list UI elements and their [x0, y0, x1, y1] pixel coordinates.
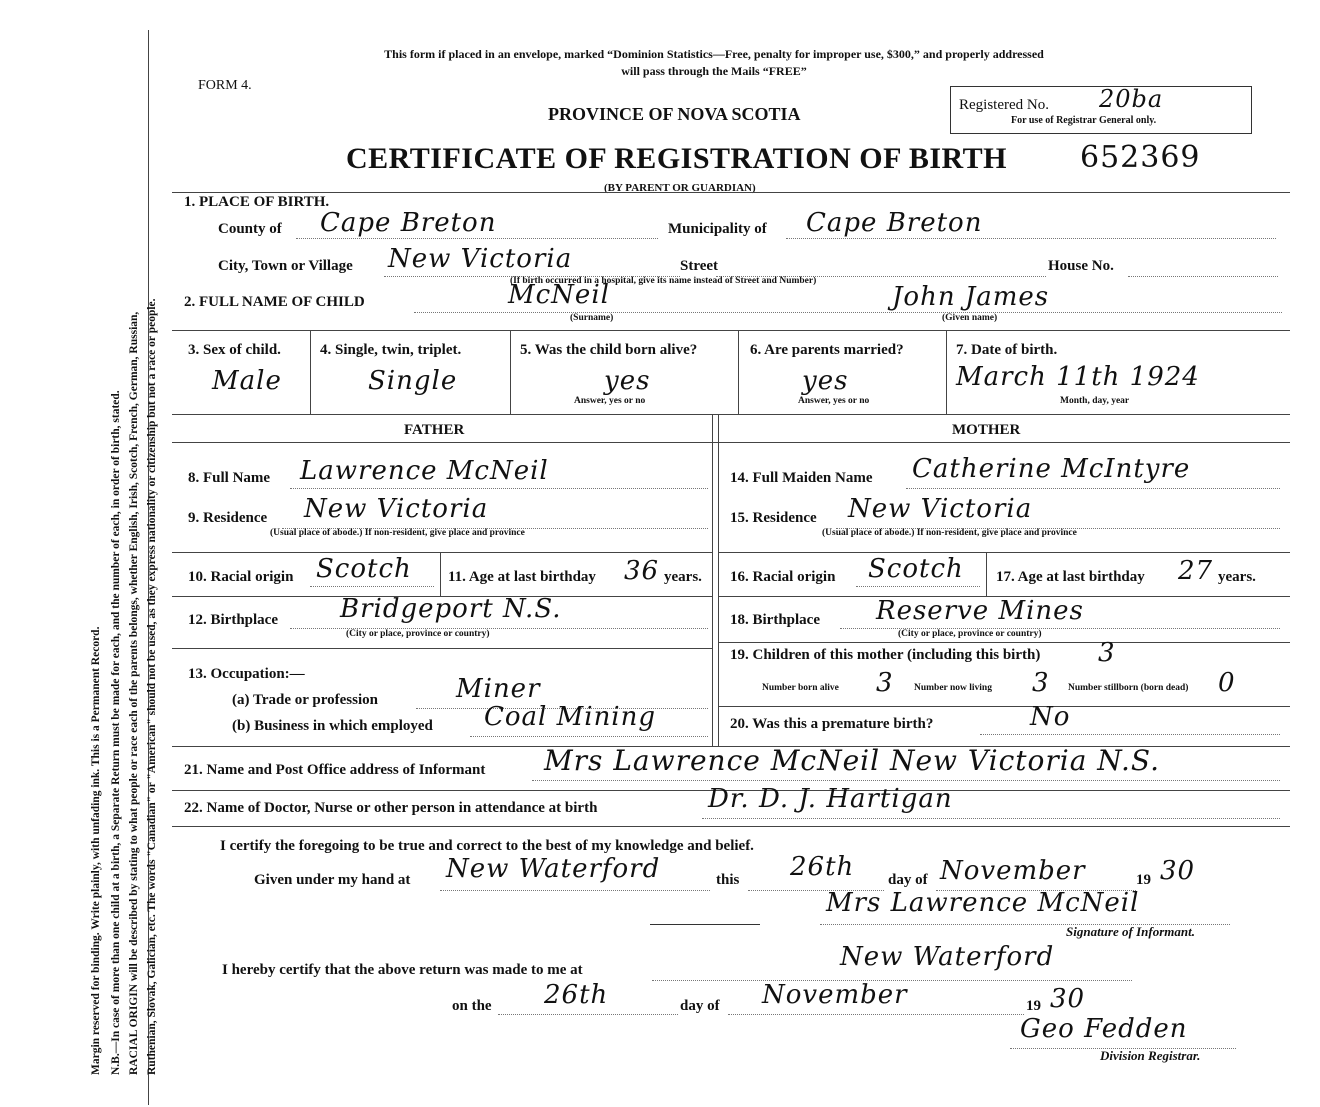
municipality-label: Municipality of — [668, 221, 767, 237]
mother-birthplace-label: 18. Birthplace — [730, 612, 820, 628]
registered-label: Registered No. — [959, 97, 1049, 113]
father-business: Coal Mining — [484, 702, 657, 732]
registrar-day: 26th — [544, 980, 609, 1010]
certify-month: November — [940, 856, 1086, 886]
mother-racial-label: 16. Racial origin — [730, 569, 836, 585]
registrar-place: New Waterford — [840, 942, 1055, 972]
father-business-label: (b) Business in which employed — [232, 718, 433, 734]
form-number: FORM 4. — [198, 78, 252, 93]
father-occupation-label: 13. Occupation:— — [188, 666, 305, 682]
registrar-caption: Division Registrar. — [1100, 1048, 1201, 1063]
registrar-day-of-label: day of — [680, 998, 720, 1014]
postal-notice-line2: will pass through the Mails “FREE” — [621, 64, 807, 78]
registered-box — [950, 86, 1252, 134]
mother-heading: MOTHER — [952, 422, 1021, 438]
county-label: County of — [218, 221, 282, 237]
child-name-label: 2. FULL NAME OF CHILD — [184, 294, 365, 310]
mother-residence: New Victoria — [848, 494, 1033, 524]
registrar-statement: I hereby certify that the above return was made to me at — [222, 962, 583, 978]
father-name-label: 8. Full Name — [188, 470, 271, 486]
city-label: City, Town or Village — [218, 258, 353, 274]
certify-statement: I certify the foregoing to be true and correct to the best of my knowledge and belief. — [220, 838, 754, 854]
married-label: 6. Are parents married? — [750, 342, 904, 358]
alive-caption: Answer, yes or no — [574, 396, 646, 406]
dob-value: March 11th 1924 — [956, 362, 1200, 392]
certify-day-of-label: day of — [888, 872, 928, 888]
certify-year-prefix: 19 — [1136, 872, 1151, 888]
father-residence-label: 9. Residence — [188, 510, 268, 526]
stillborn-label: Number stillborn (born dead) — [1068, 683, 1189, 693]
dob-label: 7. Date of birth. — [956, 342, 1058, 358]
alive-label: 5. Was the child born alive? — [520, 342, 698, 358]
margin-note-4: Ruthenian, Slovak, Galician, etc. The words "Canadian" or "American" should not be used, as they express nationality or citizenship but not a race or people. — [146, 298, 158, 1075]
given-place: New Waterford — [446, 854, 661, 884]
mother-name-label: 14. Full Maiden Name — [730, 470, 873, 486]
single-value: Single — [368, 366, 458, 396]
father-heading: FATHER — [404, 422, 465, 438]
now-living-value: 3 — [1032, 668, 1050, 698]
mother-birthplace: Reserve Mines — [876, 596, 1084, 626]
premature-value: No — [1030, 702, 1071, 732]
mother-racial: Scotch — [868, 554, 964, 584]
mother-children-label: 19. Children of this mother (including this birth) — [730, 647, 1041, 663]
surname-caption: (Surname) — [570, 313, 614, 323]
born-alive-label: Number born alive — [762, 683, 839, 693]
sex-label: 3. Sex of child. — [188, 342, 281, 358]
father-age-years: years. — [664, 569, 702, 585]
margin-note-1: Margin reserved for binding. Write plainly, with unfading ink. This is a Permanent Record. — [90, 626, 102, 1075]
informant-label: 21. Name and Post Office address of Informant — [184, 762, 486, 778]
mother-residence-caption: (Usual place of abode.) If non-resident, give place and province — [822, 528, 1077, 538]
father-age: 36 — [624, 556, 660, 586]
father-trade-label: (a) Trade or profession — [232, 692, 378, 708]
county-value: Cape Breton — [320, 208, 497, 238]
registrar-signature: Geo Fedden — [1020, 1014, 1188, 1044]
given-caption: (Given name) — [942, 313, 998, 323]
now-living-label: Number now living — [914, 683, 992, 693]
margin-note-2: N.B.—In case of more than one child at a birth, a Separate Return must be made for each, and the number of each, in order of birth, stated. — [110, 390, 122, 1075]
premature-label: 20. Was this a premature birth? — [730, 716, 934, 732]
certify-year: 30 — [1160, 856, 1196, 886]
mother-age-label: 17. Age at last birthday — [996, 569, 1145, 585]
registrar-month: November — [762, 980, 908, 1010]
mother-birthplace-caption: (City or place, province or country) — [898, 629, 1042, 639]
mother-age: 27 — [1178, 556, 1214, 586]
certificate-title: CERTIFICATE OF REGISTRATION OF BIRTH — [346, 142, 1007, 175]
single-label: 4. Single, twin, triplet. — [320, 342, 462, 358]
father-racial: Scotch — [316, 554, 412, 584]
registrar-year-prefix: 19 — [1026, 998, 1041, 1014]
stillborn-value: 0 — [1218, 668, 1236, 698]
city-value: New Victoria — [388, 244, 573, 274]
postal-notice-line1: This form if placed in an envelope, marked “Dominion Statistics—Free, penalty for improper use, $300,” and properly addressed — [384, 47, 1044, 61]
mother-age-years: years. — [1218, 569, 1256, 585]
child-surname: McNeil — [508, 280, 610, 310]
place-heading: 1. PLACE OF BIRTH. — [184, 194, 330, 210]
father-name: Lawrence McNeil — [300, 456, 549, 486]
registrar-on-label: on the — [452, 998, 492, 1014]
sex-value: Male — [212, 366, 282, 396]
father-racial-label: 10. Racial origin — [188, 569, 294, 585]
dob-caption: Month, day, year — [1060, 396, 1130, 406]
mother-residence-label: 15. Residence — [730, 510, 817, 526]
postal-notice — [314, 46, 1114, 80]
informant-signature: Mrs Lawrence McNeil — [826, 888, 1140, 918]
certify-day: 26th — [790, 852, 855, 882]
father-birthplace-label: 12. Birthplace — [188, 612, 278, 628]
alive-value: yes — [604, 366, 651, 396]
father-residence: New Victoria — [304, 494, 489, 524]
province-heading: PROVINCE OF NOVA SCOTIA — [548, 104, 801, 124]
certificate-subtitle: (BY PARENT OR GUARDIAN) — [604, 182, 756, 194]
father-residence-caption: (Usual place of abode.) If non-resident, give place and province — [270, 528, 525, 538]
registered-value: 20ba — [1099, 85, 1164, 113]
street-label: Street — [680, 258, 719, 274]
doctor-value: Dr. D. J. Hartigan — [708, 784, 953, 814]
registrar-year: 30 — [1050, 984, 1086, 1014]
given-under-label: Given under my hand at — [254, 872, 411, 888]
father-age-label: 11. Age at last birthday — [448, 569, 596, 585]
registrar-note: For use of Registrar General only. — [1011, 115, 1157, 126]
doctor-label: 22. Name of Doctor, Nurse or other person in attendance at birth — [184, 800, 598, 816]
married-value: yes — [802, 366, 849, 396]
street-note: (If birth occurred in a hospital, give its name instead of Street and Number) — [510, 276, 817, 286]
house-label: House No. — [1048, 258, 1114, 274]
mother-children: 3 — [1098, 638, 1116, 668]
father-trade: Miner — [456, 674, 541, 704]
informant-signature-caption: Signature of Informant. — [1066, 924, 1195, 939]
informant-value: Mrs Lawrence McNeil New Victoria N.S. — [544, 744, 1160, 777]
child-given-name: John James — [892, 282, 1050, 312]
father-birthplace-caption: (City or place, province or country) — [346, 629, 490, 639]
married-caption: Answer, yes or no — [798, 396, 870, 406]
father-birthplace: Bridgeport N.S. — [340, 594, 562, 624]
born-alive-value: 3 — [876, 668, 894, 698]
margin-note-3: RACIAL ORIGIN will be described by stating to what people or race each of the parents belongs, whether English, Irish, Scotch, French, German, Russian, — [128, 311, 140, 1075]
this-label: this — [716, 872, 740, 888]
mother-name: Catherine McIntyre — [912, 454, 1191, 484]
municipality-value: Cape Breton — [806, 208, 983, 238]
certificate-number: 652369 — [1080, 140, 1201, 175]
